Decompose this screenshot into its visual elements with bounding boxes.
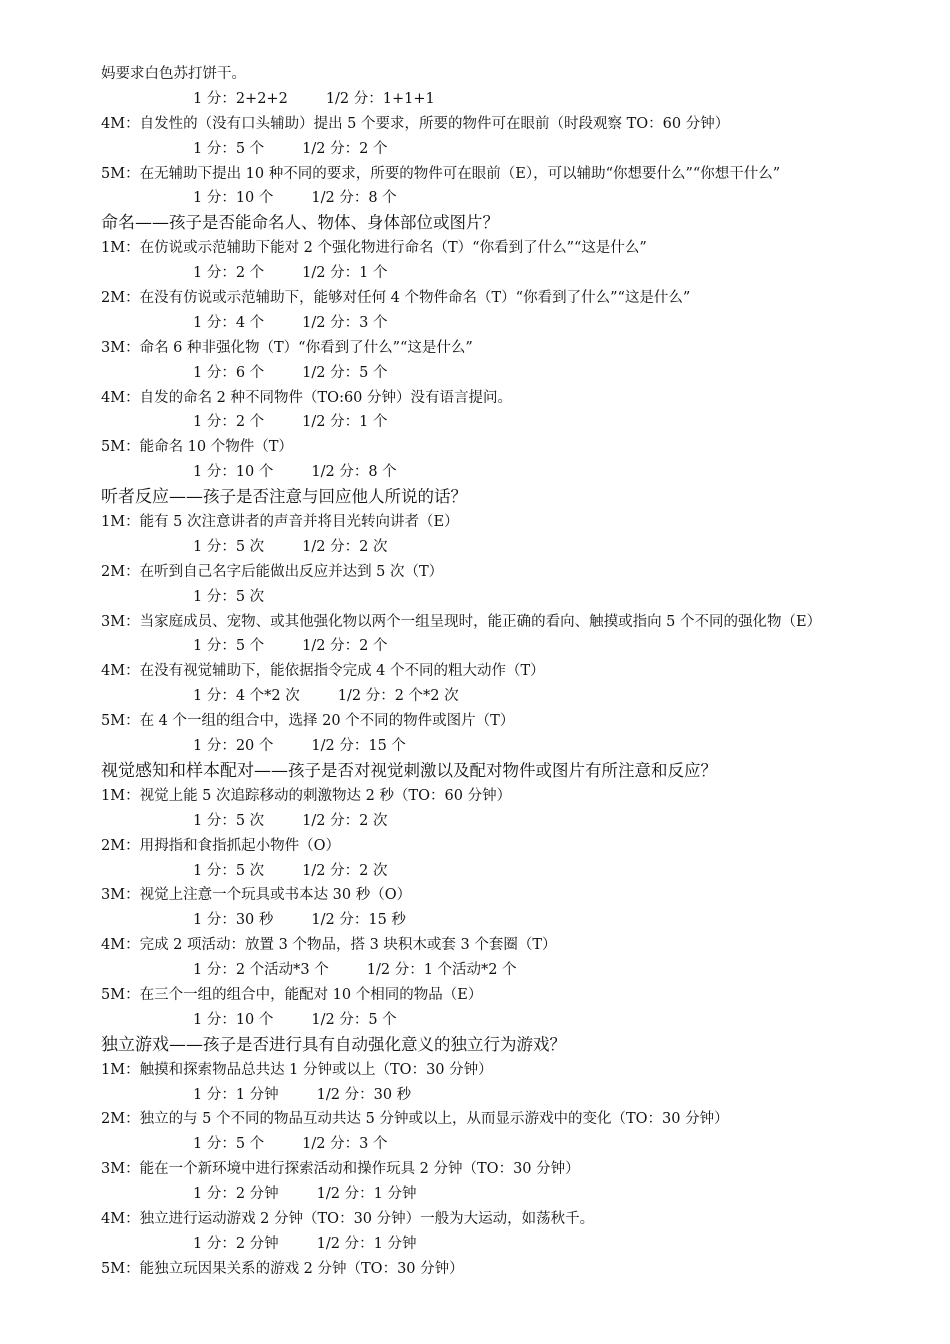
half-score: 1/2 分：1 个	[302, 265, 388, 282]
milestone-item: 2M：用拇指和食指抓起小物件（O）	[101, 837, 340, 854]
half-score: 1/2 分：2 次	[302, 538, 388, 555]
half-score: 1/2 分：5 个	[311, 1011, 397, 1028]
half-score: 1/2 分：2 个	[302, 638, 388, 655]
half-score: 1/2 分：15 个	[311, 738, 406, 755]
milestone-item: 1M：能有 5 次注意讲者的声音并将目光转向讲者（E）	[101, 514, 459, 531]
full-score: 1 分：1 分钟	[193, 1086, 279, 1103]
section-title: 视觉感知和样本配对——	[101, 760, 288, 781]
section-heading	[101, 759, 921, 784]
full-score: 1 分：10 个	[193, 1011, 274, 1028]
score-line	[101, 634, 921, 659]
full-score: 1 分：5 次	[193, 862, 265, 879]
milestone-item: 3M：能在一个新环境中进行探索活动和操作玩具 2 分钟（TO：30 分钟）	[101, 1161, 580, 1178]
score-line	[101, 1008, 921, 1033]
score-line	[101, 859, 921, 884]
score-line	[101, 186, 921, 211]
half-score: 1/2 分：1+1+1	[325, 90, 435, 107]
full-score: 1 分：2 分钟	[193, 1186, 279, 1203]
half-score: 1/2 分：2 次	[302, 812, 388, 829]
milestone-item: 5M：能独立玩因果关系的游戏 2 分钟（TO：30 分钟）	[101, 1260, 464, 1277]
section-title: 命名——	[101, 213, 169, 234]
score-line	[101, 1083, 921, 1108]
milestone-item: 3M：命名 6 种非强化物（T）“你看到了什么”“这是什么”	[101, 339, 473, 356]
section-question: 孩子是否对视觉刺激以及配对物件或图片有所注意和反应？	[288, 760, 717, 780]
score-line	[101, 410, 921, 435]
document-body	[101, 62, 921, 1282]
score-line	[101, 809, 921, 834]
half-score: 1/2 分：1 分钟	[316, 1186, 417, 1203]
milestone-item: 5M：在无辅助下提出 10 种不同的要求，所要的物件可在眼前（E），可以辅助“你想要什么”“你想干什么”	[101, 165, 781, 182]
full-score: 1 分：5 个	[193, 1136, 265, 1153]
half-score: 1/2 分：15 秒	[311, 912, 406, 929]
full-score: 1 分：5 个	[193, 638, 265, 655]
score-line	[101, 137, 921, 162]
milestone-item: 4M：独立进行运动游戏 2 分钟（TO：30 分钟）一般为大运动，如荡秋千。	[101, 1210, 595, 1227]
half-score: 1/2 分：2 次	[302, 862, 388, 879]
half-score: 1/2 分：2 个	[302, 140, 388, 157]
full-score: 1 分：30 秒	[193, 912, 274, 929]
full-score: 1 分：2 个	[193, 414, 265, 431]
milestone-item: 1M：触摸和探索物品总共达 1 分钟或以上（TO：30 分钟）	[101, 1061, 493, 1078]
full-score: 1 分：10 个	[193, 190, 274, 207]
milestone-item: 4M：自发的命名 2 种不同物件（TO:60 分钟）没有语言提问。	[101, 389, 513, 406]
milestone-item: 1M：视觉上能 5 次追踪移动的刺激物达 2 秒（TO：60 分钟）	[101, 787, 512, 804]
half-score: 1/2 分：5 个	[302, 364, 388, 381]
milestone-item: 3M：视觉上注意一个玩具或书本达 30 秒（O）	[101, 887, 412, 904]
score-line	[101, 958, 921, 983]
full-score: 1 分：5 次	[193, 812, 265, 829]
milestone-item: 4M：在没有视觉辅助下，能依据指令完成 4 个不同的粗大动作（T）	[101, 663, 545, 680]
section-title: 听者反应——	[101, 487, 203, 508]
milestone-item: 2M：在听到自己名字后能做出反应并达到 5 次（T）	[101, 563, 444, 580]
half-score: 1/2 分：1 个活动*2 个	[366, 962, 517, 979]
half-score: 1/2 分：8 个	[311, 190, 397, 207]
full-score: 1 分：4 个	[193, 314, 265, 331]
milestone-item: 3M：当家庭成员、宠物、或其他强化物以两个一组呈现时，能正确的看向、触摸或指向 5 个不同的强化物（E）	[101, 613, 822, 630]
section-heading	[101, 485, 921, 510]
score-line	[101, 311, 921, 336]
half-score: 1/2 分：8 个	[311, 464, 397, 481]
score-line	[101, 87, 921, 112]
milestone-item: 4M：完成 2 项活动：放置 3 个物品，搭 3 块积木或套 3 个套圈（T）	[101, 937, 557, 954]
milestone-item: 5M：在 4 个一组的组合中，选择 20 个不同的物件或图片（T）	[101, 713, 515, 730]
score-line	[101, 734, 921, 759]
section-question: 孩子是否注意与回应他人所说的话？	[203, 487, 467, 507]
full-score: 1 分：5 次	[193, 538, 265, 555]
score-line	[101, 585, 921, 610]
milestone-item: 1M：在仿说或示范辅助下能对 2 个强化物进行命名（T）“你看到了什么”“这是什么”	[101, 240, 647, 257]
milestone-item: 妈要求白色苏打饼干。	[101, 66, 246, 82]
full-score: 1 分：20 个	[193, 738, 274, 755]
full-score: 1 分：2 分钟	[193, 1235, 279, 1252]
section-question: 孩子是否进行具有自动强化意义的独立行为游戏？	[203, 1034, 566, 1054]
score-line	[101, 908, 921, 933]
section-heading	[101, 211, 921, 236]
half-score: 1/2 分：1 个	[302, 414, 388, 431]
score-line	[101, 535, 921, 560]
half-score: 1/2 分：3 个	[302, 314, 388, 331]
half-score: 1/2 分：2 个*2 次	[337, 688, 459, 705]
half-score: 1/2 分：30 秒	[316, 1086, 412, 1103]
full-score: 1 分：2 个	[193, 265, 265, 282]
score-line	[101, 261, 921, 286]
score-line	[101, 460, 921, 485]
full-score: 1 分：5 个	[193, 140, 265, 157]
full-score: 1 分：5 次	[193, 588, 265, 605]
milestone-item: 2M：在没有仿说或示范辅助下，能够对任何 4 个物件命名（T）“你看到了什么”“这是什么”	[101, 290, 691, 307]
full-score: 1 分：2 个活动*3 个	[193, 962, 329, 979]
milestone-item: 5M：能命名 10 个物件（T）	[101, 439, 293, 456]
milestone-item: 5M：在三个一组的组合中，能配对 10 个相同的物品（E）	[101, 986, 483, 1003]
full-score: 1 分：4 个*2 次	[193, 688, 300, 705]
full-score: 1 分：6 个	[193, 364, 265, 381]
score-line	[101, 684, 921, 709]
full-score: 1 分：10 个	[193, 464, 274, 481]
score-line	[101, 361, 921, 386]
section-heading	[101, 1033, 921, 1058]
full-score: 1 分：2+2+2	[193, 90, 288, 107]
score-line	[101, 1132, 921, 1157]
half-score: 1/2 分：1 分钟	[316, 1235, 417, 1252]
milestone-item: 2M：独立的与 5 个不同的物品互动共达 5 分钟或以上，从而显示游戏中的变化（TO：30 分钟）	[101, 1111, 729, 1128]
milestone-item: 4M：自发性的（没有口头辅助）提出 5 个要求，所要的物件可在眼前（时段观察 TO：60 分钟）	[101, 115, 730, 132]
section-question: 孩子是否能命名人、物体、身体部位或图片？	[169, 213, 499, 233]
half-score: 1/2 分：3 个	[302, 1136, 388, 1153]
section-title: 独立游戏——	[101, 1034, 203, 1055]
score-line	[101, 1182, 921, 1207]
score-line	[101, 1232, 921, 1257]
